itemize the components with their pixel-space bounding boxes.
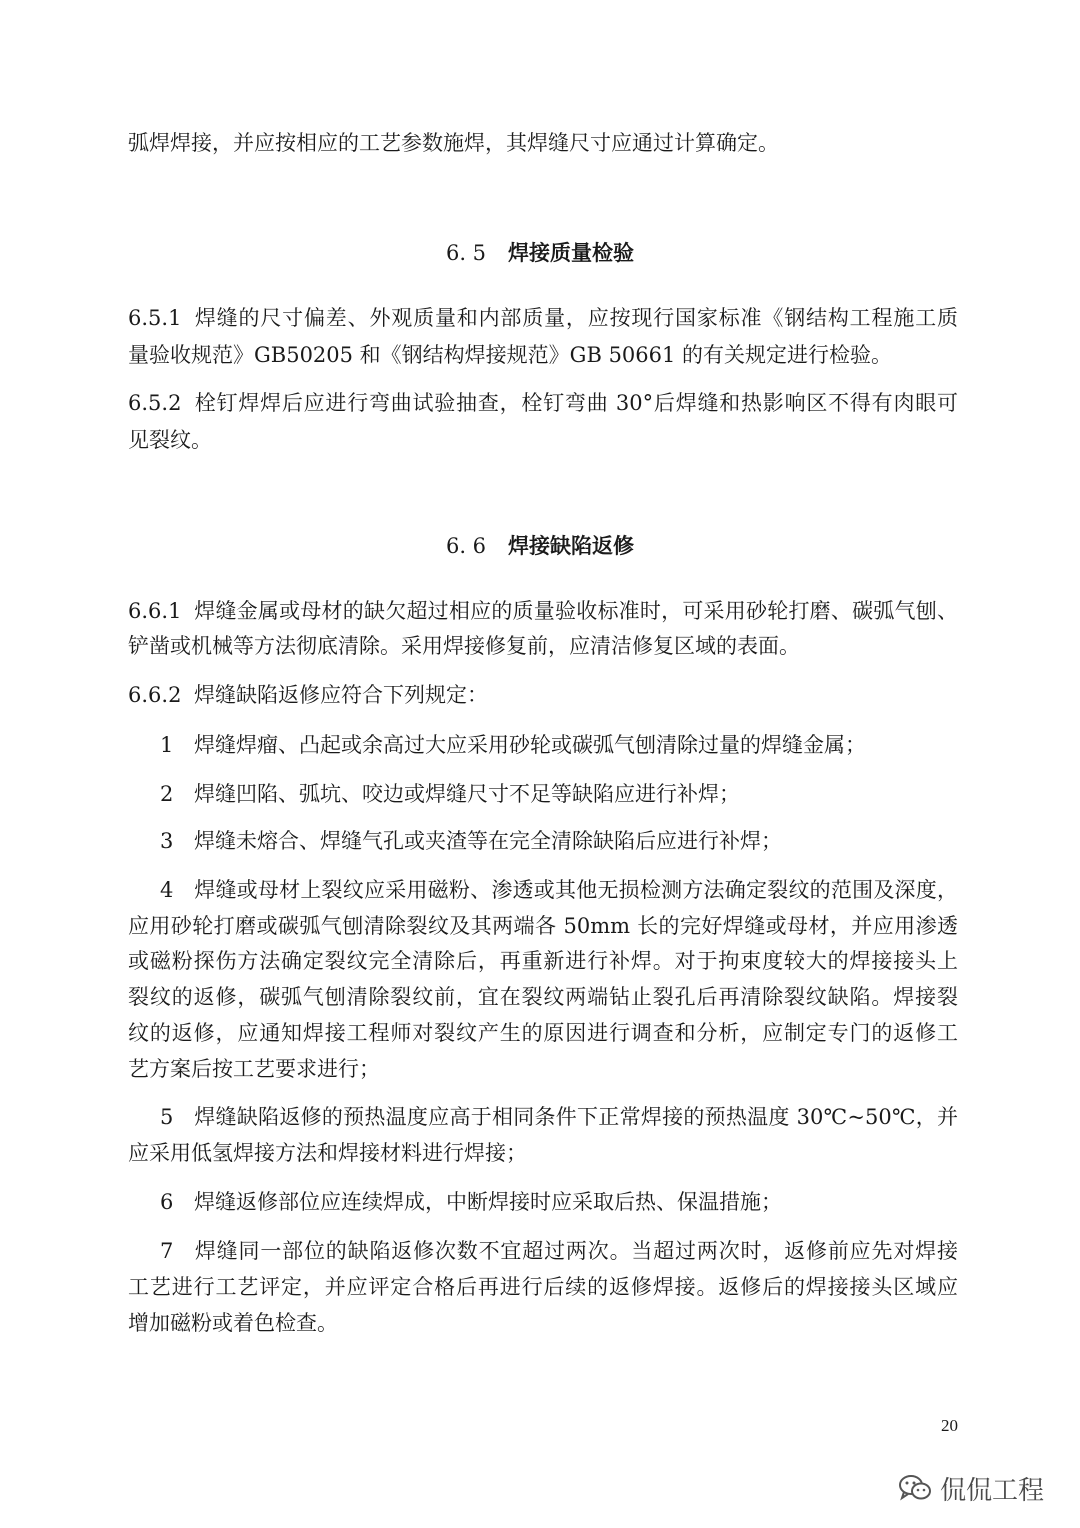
item-number: 5: [160, 1105, 174, 1129]
item-text: 焊缝未熔合、焊缝气孔或夹渣等在完全清除缺陷后应进行补焊；: [194, 829, 782, 853]
item-text: 焊缝凹陷、弧坑、咬边或焊缝尺寸不足等缺陷应进行补焊；: [194, 782, 740, 806]
list-item-4-line-6: 艺方案后按工艺要求进行；: [128, 1057, 380, 1081]
item-number: 2: [160, 782, 174, 806]
item-number: 3: [160, 829, 174, 853]
item-text: 焊缝焊瘤、凸起或余高过大应采用砂轮或碳弧气刨清除过量的焊缝金属；: [194, 733, 866, 757]
list-item-5-line-1: [160, 1103, 958, 1131]
list-item-6: [160, 1188, 782, 1216]
clause-6-5-1-line-1: [128, 304, 958, 332]
clause-6-6-2: [128, 681, 488, 709]
clause-6-5-1-line-2: 量验收规范》GB50205 和《钢结构焊接规范》GB 50661 的有关规定进行检验。: [128, 343, 893, 367]
clause-text: 焊缝金属或母材的缺欠超过相应的质量验收标准时，可采用砂轮打磨、碳弧气刨、: [194, 599, 958, 623]
list-item-4-line-1: [160, 876, 958, 904]
section-number: 6. 5: [445, 241, 487, 265]
list-item-7-line-3: 增加磁粉或着色检查。: [128, 1311, 338, 1335]
item-number: 1: [160, 733, 174, 757]
item-number: 6: [160, 1190, 174, 1214]
paragraph-line: 弧焊焊接，并应按相应的工艺参数施焊，其焊缝尺寸应通过计算确定。: [128, 131, 779, 155]
item-number: 7: [160, 1239, 174, 1263]
clause-number: 6.5.1: [128, 306, 182, 330]
clause-text: 焊缝的尺寸偏差、外观质量和内部质量，应按现行国家标准《钢结构工程施工质: [194, 306, 958, 330]
list-item-4-line-2: 应用砂轮打磨或碳弧气刨清除裂纹及其两端各 50mm 长的完好焊缝或母材，并应用渗透: [128, 914, 958, 938]
list-item-5-line-2: 应采用低氢焊接方法和焊接材料进行焊接；: [128, 1141, 527, 1165]
list-item-2: [160, 780, 740, 808]
clause-number: 6.6.1: [128, 599, 182, 623]
clause-number: 6.5.2: [128, 391, 182, 415]
page-number: 20: [941, 1416, 958, 1435]
section-title: 焊接缺陷返修: [508, 534, 635, 558]
list-item-7-line-1: [160, 1237, 958, 1265]
watermark: [898, 1468, 1044, 1508]
clause-text: 焊缝缺陷返修应符合下列规定：: [194, 683, 488, 707]
clause-6-5-2-line-2: 见裂纹。: [128, 428, 212, 452]
list-item-4-line-4: 裂纹的返修，碳弧气刨清除裂纹前，宜在裂纹两端钻止裂孔后再清除裂纹缺陷。焊接裂: [128, 985, 958, 1009]
section-heading-6-5: [0, 239, 1080, 267]
clause-6-6-1-line-2: 铲凿或机械等方法彻底清除。采用焊接修复前，应清洁修复区域的表面。: [128, 634, 800, 658]
wechat-icon: [898, 1473, 932, 1503]
item-text: 焊缝缺陷返修的预热温度应高于相同条件下正常焊接的预热温度 30℃~50℃，并: [194, 1105, 958, 1129]
section-heading-6-6: [0, 532, 1080, 560]
list-item-1: [160, 731, 866, 759]
list-item-4-line-3: 或磁粉探伤方法确定裂纹完全清除后，再重新进行补焊。对于拘束度较大的焊接接头上: [128, 949, 958, 973]
watermark-text: 侃侃工程: [939, 1475, 1044, 1506]
list-item-7-line-2: 工艺进行工艺评定，并应评定合格后再进行后续的返修焊接。返修后的焊接接头区域应: [128, 1275, 958, 1299]
item-text: 焊缝返修部位应连续焊成，中断焊接时应采取后热、保温措施；: [194, 1190, 782, 1214]
item-number: 4: [160, 878, 174, 902]
section-title: 焊接质量检验: [508, 241, 635, 265]
item-text: 焊缝或母材上裂纹应采用磁粉、渗透或其他无损检测方法确定裂纹的范围及深度，: [194, 878, 958, 902]
clause-6-5-2-line-1: [128, 389, 958, 417]
clause-number: 6.6.2: [128, 683, 182, 707]
item-text: 焊缝同一部位的缺陷返修次数不宜超过两次。当超过两次时，返修前应先对焊接: [194, 1239, 958, 1263]
list-item-4-line-5: 纹的返修，应通知焊接工程师对裂纹产生的原因进行调查和分析，应制定专门的返修工: [128, 1021, 958, 1045]
clause-6-6-1-line-1: [128, 597, 958, 625]
section-number: 6. 6: [445, 534, 487, 558]
clause-text: 栓钉焊焊后应进行弯曲试验抽查，栓钉弯曲 30°后焊缝和热影响区不得有肉眼可: [194, 391, 958, 415]
list-item-3: [160, 827, 782, 855]
